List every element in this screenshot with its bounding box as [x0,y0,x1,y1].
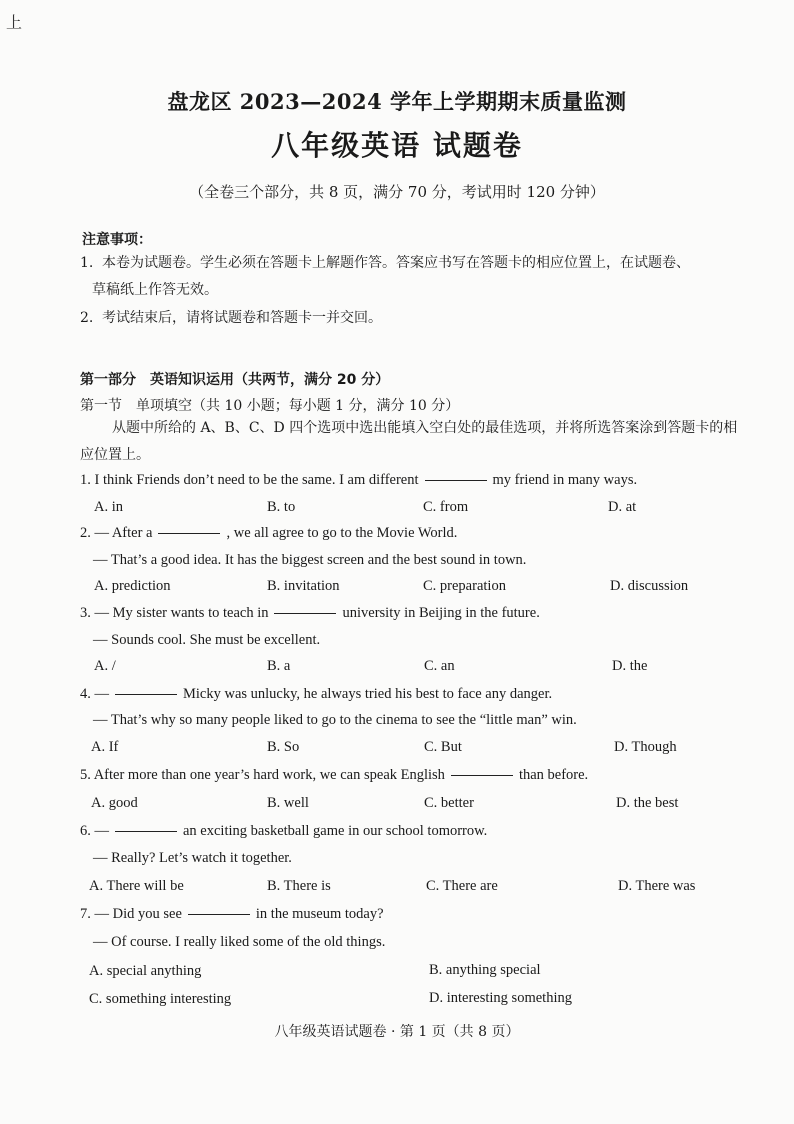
answer-blank [188,914,250,915]
notice-text-cont: 草稿纸上作答无效。 [92,282,218,298]
option-d: D. the [612,658,648,674]
option-a: A. in [94,499,123,515]
option-a: A. / [94,658,116,674]
exam-info: （全卷三个部分，共 8 页，满分 70 分，考试用时 120 分钟） [189,183,605,201]
option-c: C. something interesting [89,991,232,1007]
option-a: A. prediction [94,578,171,594]
notice-item-2 [80,305,740,332]
question-stem: 5. After more than one year’s hard work, we can speak English than before. [80,767,589,783]
option-b: B. well [267,795,309,811]
answer-blank [274,613,336,614]
option-d: D. at [608,499,637,515]
corner-mark: 上 [6,15,23,32]
answer-blank [425,480,487,481]
question-reply: — Sounds cool. She must be excellent. [93,632,321,648]
option-b: B. a [267,658,291,674]
option-d: D. discussion [610,578,689,594]
notice-text: 考试结束后，请将试题卷和答题卡一并交回。 [102,310,382,326]
answer-blank [158,533,220,534]
option-d: D. the best [616,795,679,811]
section-instruction: 从题中所给的 A、B、C、D 四个选项中选出能填入空白处的最佳选项，并将所选答案涂到答题卡的相应位置上。 [80,420,738,463]
notice-item-1 [80,250,740,304]
option-c: C. an [424,658,455,674]
notice-text: 本卷为试题卷。学生必须在答题卡上解题作答。答案应书写在答题卡的相应位置上，在试题卷、 [102,255,690,271]
question-reply: — That’s why so many people liked to go to the cinema to see the “little man” win. [93,712,577,728]
part-heading: 第一部分 英语知识运用（共两节，满分 20 分） [80,372,390,388]
option-c: C. from [423,499,469,515]
option-a: A. special anything [89,963,202,979]
exam-subject-title: 八年级英语 试题卷 [271,129,523,162]
answer-blank [115,694,177,695]
notice-num: 1. [80,255,94,271]
exam-title: 盘龙区 2023—2024 学年上学期期末质量监测 [167,89,627,114]
question-stem: 4. — Micky was unlucky, he always tried his best to face any danger. [80,686,553,702]
question-stem: 1. I think Friends don’t need to be the same. I am different my friend in many ways. [80,472,638,488]
question-reply: — Of course. I really liked some of the old things. [93,934,386,950]
answer-blank [115,831,177,832]
option-a: A. If [91,739,119,755]
page-footer: 八年级英语试题卷 · 第 1 页（共 8 页） [274,1024,520,1040]
notice-heading: 注意事项： [82,232,152,248]
option-b: B. There is [267,878,331,894]
option-b: B. So [267,739,300,755]
option-c: C. There are [426,878,498,894]
question-stem: 2. — After a , we all agree to go to the Movie World. [80,525,458,541]
option-a: A. There will be [89,878,184,894]
question-reply: — That’s a good idea. It has the biggest screen and the best sound in town. [93,552,527,568]
option-d: D. interesting something [429,990,572,1006]
option-c: C. preparation [423,578,506,594]
section-heading: 第一节 单项填空（共 10 小题；每小题 1 分，满分 10 分） [80,398,460,414]
option-c: C. But [424,739,462,755]
option-b: B. invitation [267,578,340,594]
option-c: C. better [424,795,474,811]
question-stem: 6. — an exciting basketball game in our school tomorrow. [80,823,488,839]
answer-blank [451,775,513,776]
question-reply: — Really? Let’s watch it together. [93,850,292,866]
option-a: A. good [91,795,138,811]
notice-num: 2. [80,310,94,326]
option-b: B. to [267,499,296,515]
option-d: D. There was [618,878,696,894]
option-d: D. Though [614,739,677,755]
question-stem: 7. — Did you see in the museum today? [80,906,384,922]
question-stem: 3. — My sister wants to teach in university in Beijing in the future. [80,605,540,621]
option-b: B. anything special [429,962,541,978]
